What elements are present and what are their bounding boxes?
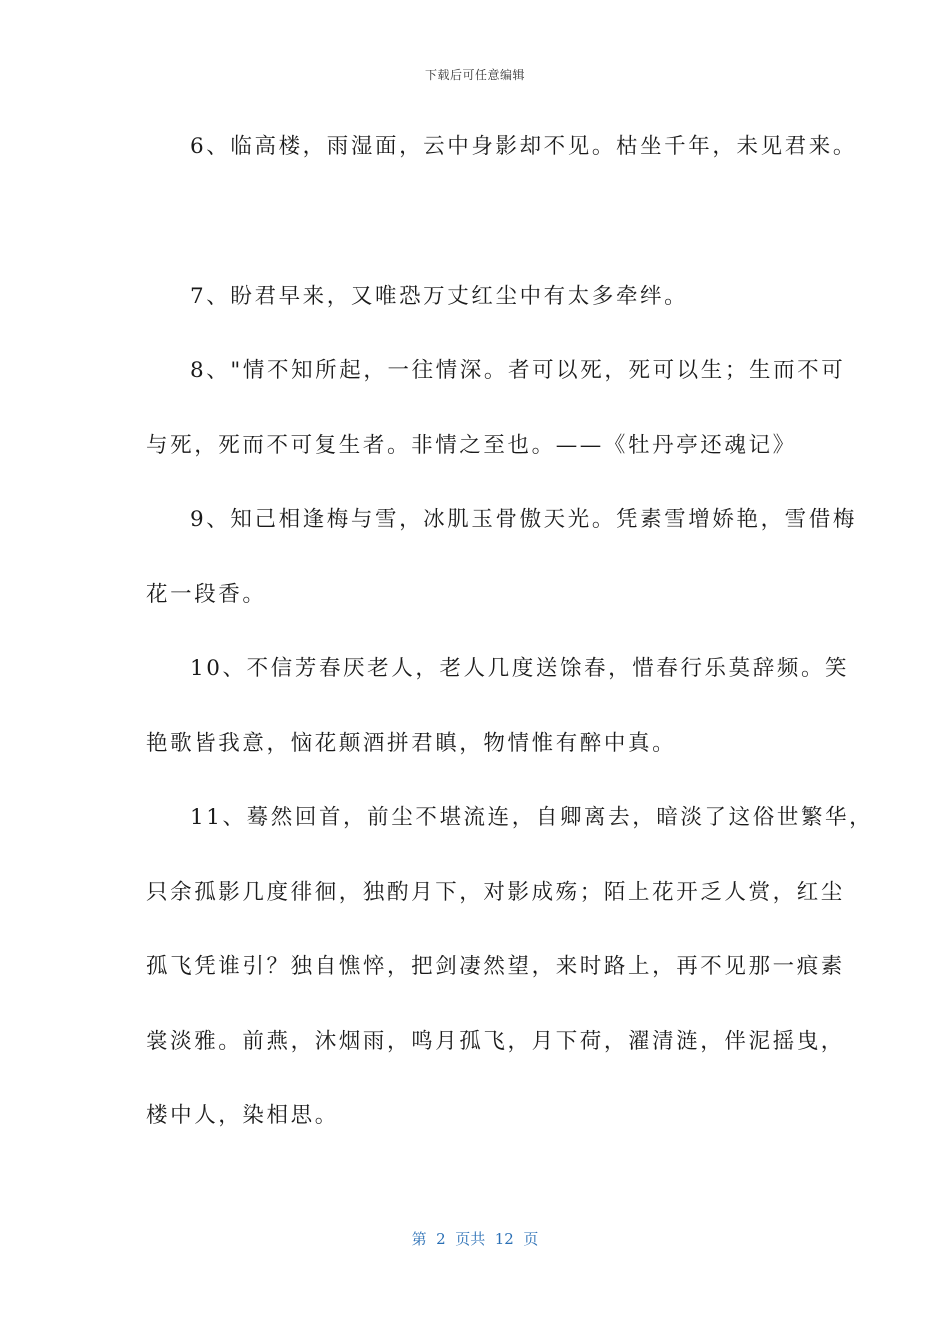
paragraph-11-line-3: 孤飞凭谁引？独自憔悴，把剑凄然望，来时路上，再不见那一痕素: [146, 954, 845, 979]
paragraph-11-line-1: 11、蓦然回首，前尘不堪流连，自卿离去，暗淡了这俗世繁华，: [190, 805, 874, 830]
page-footer: 第 2 页共 12 页: [411, 1230, 539, 1248]
paragraph-6: [146, 110, 857, 185]
paragraph-10-line-1: 10、不信芳春厌老人，老人几度送馀春，惜春行乐莫辞频。笑: [190, 656, 850, 681]
paragraph-9-line-1: 9、知己相逢梅与雪，冰肌玉骨傲天光。凭素雪增娇艳，雪借梅: [190, 507, 857, 532]
page-header: 下载后可任意编辑: [424, 68, 525, 82]
paragraph-11-line-5: 楼中人，染相思。: [146, 1103, 339, 1128]
paragraph-10-line-2: 艳歌皆我意，恼花颠酒拼君瞋，物情惟有醉中真。: [146, 730, 677, 756]
paragraph-9-line-2: 花一段香。: [146, 581, 267, 607]
paragraph-7: [146, 260, 810, 335]
paragraph-line: 7、盼君早来，又唯恐万丈红尘中有太多牵绊。: [190, 284, 689, 309]
paragraph-8-line-1: 8、"情不知所起，一往情深。者可以死，死可以生；生而不可: [190, 358, 846, 383]
paragraph-11-line-4: 裳淡雅。前燕，沐烟雨，鸣月孤飞，月下荷，濯清涟，伴泥摇曳，: [146, 1028, 845, 1054]
paragraph-11-line-2: 只余孤影几度徘徊，独酌月下，对影成殇；陌上花开乏人赏，红尘: [146, 879, 845, 905]
paragraph-8-line-2: 与死，死而不可复生者。非情之至也。——《牡丹亭还魂记》: [146, 432, 797, 458]
paragraph-line: 6、临高楼，雨湿面，云中身影却不见。枯坐千年，未见君来。: [190, 134, 857, 159]
paragraph-block: [146, 334, 874, 1154]
